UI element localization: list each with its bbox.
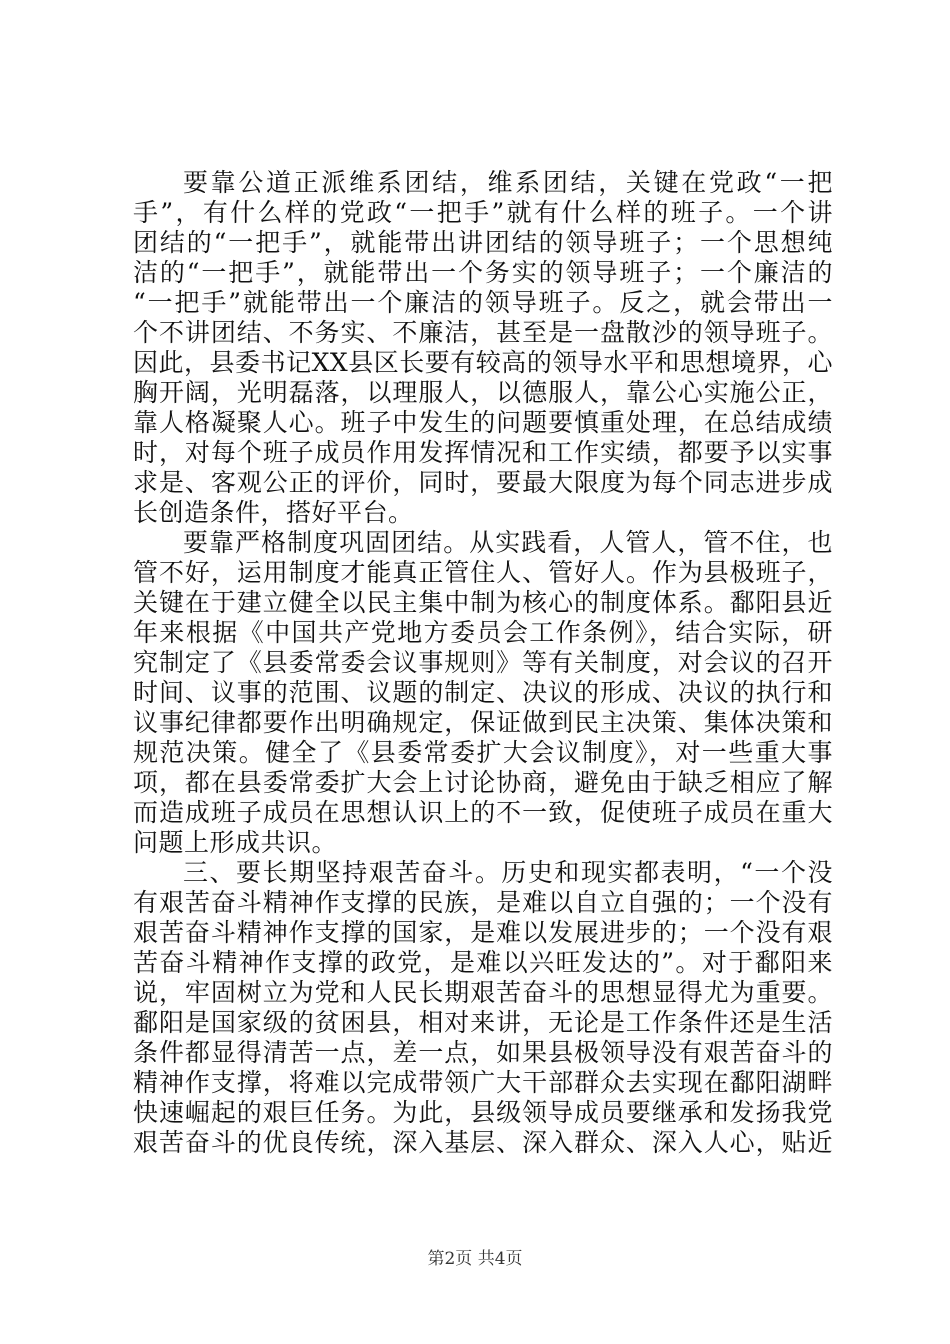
paragraph-line: 时，对每个班子成员作用发挥情况和工作实绩，都要予以实事 [133,438,833,467]
paragraph-line: 胸开阔，光明磊落，以理服人，以德服人，靠公心实施公正， [133,378,833,407]
paragraph-line: 精神作支撑，将难以完成带领广大干部群众去实现在鄱阳湖畔 [133,1068,833,1097]
paragraph-line: 条件都显得清苦一点，差一点，如果县极领导没有艰苦奋斗的 [133,1038,833,1067]
body-text [133,168,833,1158]
paragraph-line: 个不讲团结、不务实、不廉洁，甚至是一盘散沙的领导班子。 [133,318,833,347]
paragraph-line: 要靠公道正派维系团结，维系团结，关键在党政“一把 [183,168,833,197]
paragraph-line: 因此，县委书记XX县区长要有较高的领导水平和思想境界，心 [133,348,833,377]
paragraph-line: 洁的“一把手”，就能带出一个务实的领导班子；一个廉洁的 [133,258,833,287]
paragraph-line: 求是、客观公正的评价，同时，要最大限度为每个同志进步成 [133,468,833,497]
paragraph-line: 艰苦奋斗精神作支撑的国家，是难以发展进步的；一个没有艰 [133,918,833,947]
paragraph-line: 规范决策。健全了《县委常委扩大会议制度》，对一些重大事 [133,738,833,767]
paragraph-line: 手”，有什么样的党政“一把手”就有什么样的班子。一个讲 [133,198,833,227]
paragraph-line: 快速崛起的艰巨任务。为此，县级领导成员要继承和发扬我党 [133,1098,833,1127]
paragraph-line: 而造成班子成员在思想认识上的不一致，促使班子成员在重大 [133,798,833,827]
paragraph-line: 有艰苦奋斗精神作支撑的民族，是难以自立自强的；一个没有 [133,888,833,917]
paragraph-line: 要靠严格制度巩固团结。从实践看，人管人，管不住，也 [183,528,833,557]
paragraph-line: 年来根据《中国共产党地方委员会工作条例》，结合实际，研 [133,618,833,647]
paragraph-line: 问题上形成共识。 [133,828,338,857]
paragraph-line: 项，都在县委常委扩大会上讨论协商，避免由于缺乏相应了解 [133,768,833,797]
paragraph-line: 管不好，运用制度才能真正管住人、管好人。作为县极班子， [133,558,833,587]
paragraph-line: 团结的“一把手”，就能带出讲团结的领导班子；一个思想纯 [133,228,833,257]
paragraph-line: 三、要长期坚持艰苦奋斗。历史和现实都表明，“一个没 [183,858,833,887]
paragraph-line: 靠人格凝聚人心。班子中发生的问题要慎重处理，在总结成绩 [133,408,833,437]
page-number: 第2页 共4页 [427,1249,523,1269]
paragraph-line: 时间、议事的范围、议题的制定、决议的形成、决议的执行和 [133,678,833,707]
paragraph-line: 艰苦奋斗的优良传统，深入基层、深入群众、深入人心，贴近 [133,1128,833,1157]
paragraph-line: 鄱阳是国家级的贫困县，相对来讲，无论是工作条件还是生活 [133,1008,833,1037]
paragraph-line: 说，牢固树立为党和人民长期艰苦奋斗的思想显得尤为重要。 [133,978,833,1007]
paragraph-line: 议事纪律都要作出明确规定，保证做到民主决策、集体决策和 [133,708,833,737]
paragraph-line: 长创造条件，搭好平台。 [133,498,414,527]
paragraph-line: 究制定了《县委常委会议事规则》等有关制度，对会议的召开 [133,648,833,677]
paragraph-line: “一把手”就能带出一个廉洁的领导班子。反之，就会带出一 [133,288,833,317]
paragraph-line: 苦奋斗精神作支撑的政党，是难以兴旺发达的”。对于鄱阳来 [133,948,833,977]
paragraph-line: 关键在于建立健全以民主集中制为核心的制度体系。鄱阳县近 [133,588,833,617]
